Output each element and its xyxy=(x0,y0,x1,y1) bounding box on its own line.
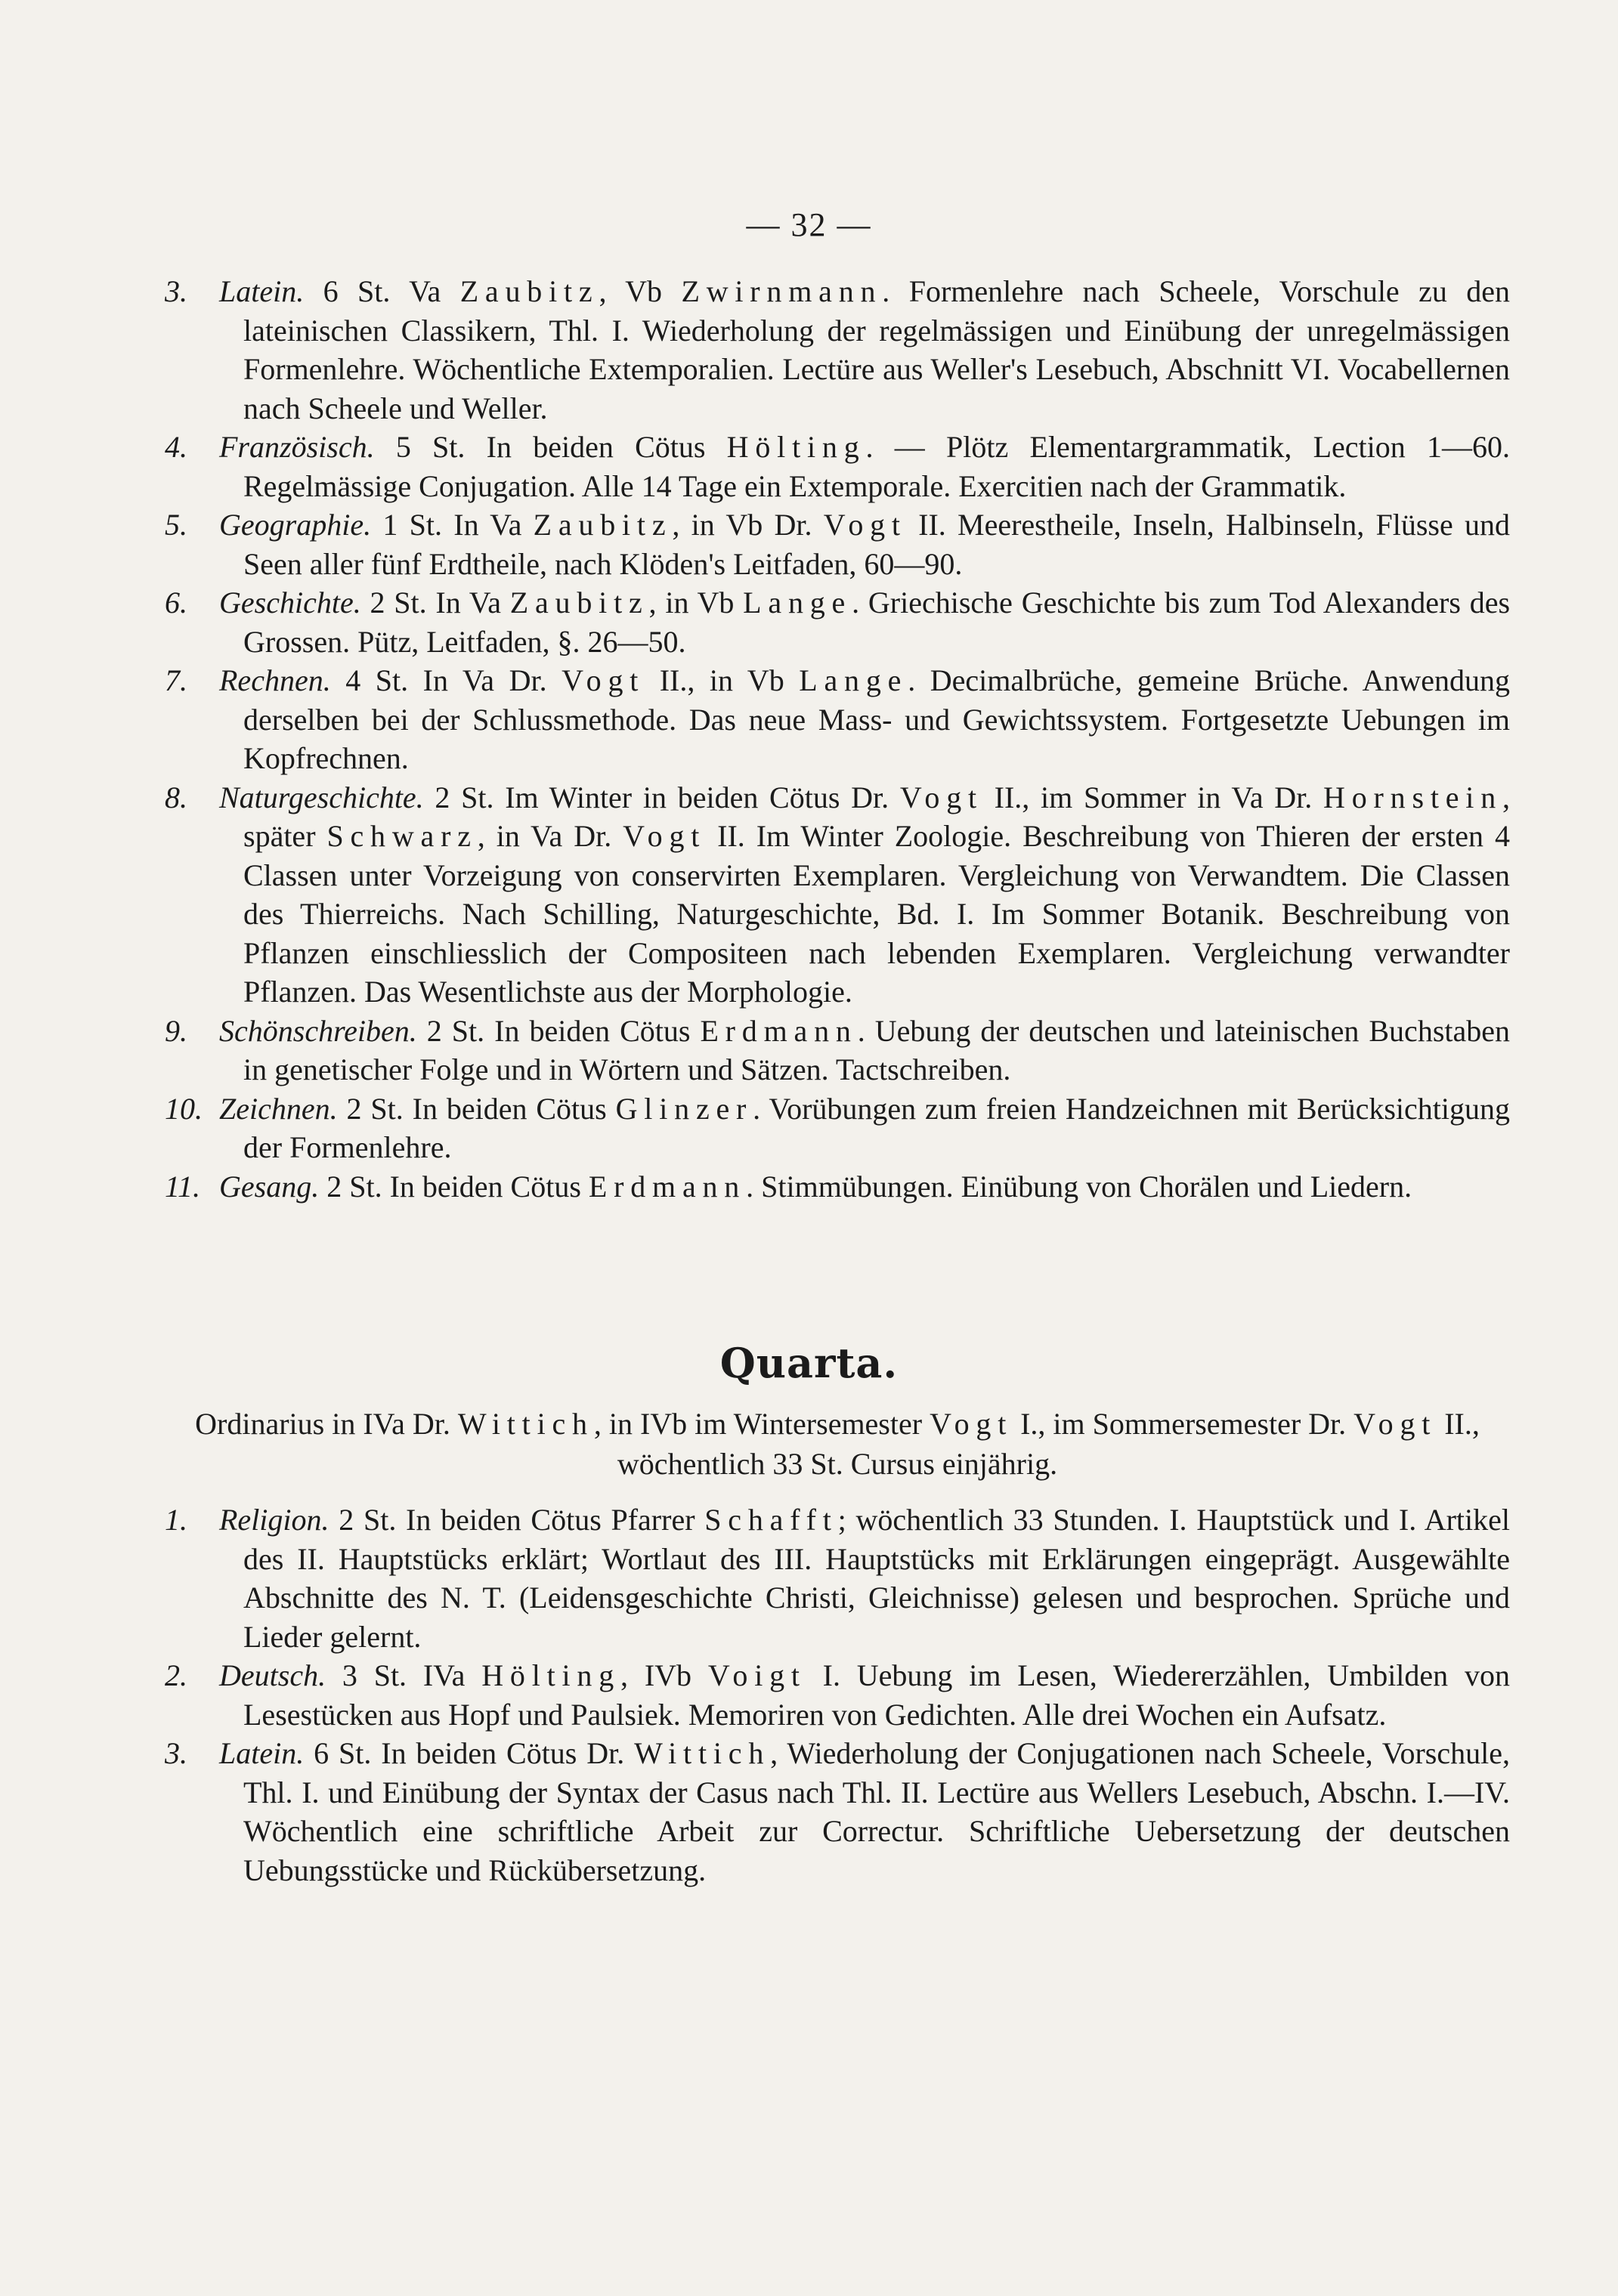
subject-name: Religion. xyxy=(219,1503,329,1537)
entry-text: . Stimmübungen. Einübung von Chorälen und Liedern. xyxy=(746,1169,1412,1204)
subject-entry-latin xyxy=(165,272,1510,428)
entry-text: . Decimalbrüche, gemeine Brüche. Anwendung derselben bei der Schlussmethode. Das neue Mass- und Gewichtssystem. Fortgesetzte Uebungen im Kopfrechnen. xyxy=(243,663,1510,775)
subject-name: Rechnen. xyxy=(219,663,331,697)
subject-name: Naturgeschichte. xyxy=(219,780,424,814)
entry-text: , Wiederholung der Conjugationen nach Scheele, Vorschule, Thl. I. und Einübung der Syntax der Casus nach Thl. II. Lectüre aus Wellers Lesebuch, Abschn. I.—IV. Wöchentlich eine schriftliche Arbeit zur Correctur. Schriftliche Uebersetzung der deutschen Uebungsstücke und Rückübersetzung. xyxy=(243,1736,1510,1887)
teacher-name: Schwarz xyxy=(326,819,478,853)
subject-entry-geography xyxy=(165,505,1510,583)
entry-text: , später xyxy=(243,780,1511,853)
teacher-name: Schafft xyxy=(704,1503,838,1537)
subject-name: Zeichnen. xyxy=(219,1091,338,1126)
teacher-name: Glinzer xyxy=(615,1091,753,1126)
subject-name: Latein. xyxy=(219,274,305,308)
entry-text: . — Plötz Elementargrammatik, Lection 1—60. Regelmässige Conjugation. Alle 14 Tage ein Extemporale. Exercitien nach der Grammatik. xyxy=(243,430,1510,503)
entry-text: Ordinarius in IVa Dr. xyxy=(195,1407,458,1441)
teacher-name: Zaubitz xyxy=(509,586,649,620)
teacher-name: Hornstein xyxy=(1323,780,1503,814)
entry-text: , IVb xyxy=(620,1658,708,1692)
subject-entry-german xyxy=(165,1656,1510,1734)
entry-text: II. Im Winter Zoologie. Beschreibung von Thieren der ersten 4 Classen unter Vorzeigung von conservirten Exemplaren. Vergleichung von Verwandtem. Die Classen des Thierreichs. Nach Schilling, Naturgeschichte, Bd. I. Im Sommer Botanik. Beschreibung von Pflanzen einschliesslich der Compositeen nach lebenden Exemplaren. Vergleichung verwandter Pflanzen. Das Wesentlichste aus der Morphologie. xyxy=(243,819,1510,1009)
entry-text: 6 St. Va xyxy=(304,274,460,308)
teacher-name: Zaubitz xyxy=(533,508,673,542)
entry-number: 11. xyxy=(165,1169,201,1204)
entry-text: 2 St. In beiden Cötus xyxy=(319,1169,589,1204)
subject-entry-latin-quarta xyxy=(165,1734,1510,1890)
entry-text: 2 St. In beiden Cötus xyxy=(416,1013,701,1048)
entry-text: I. Uebung im Lesen, Wiedererzählen, Umbilden von Lesestücken aus Hopf und Paulsiek. Memoriren von Gedichten. Alle drei Wochen ein Aufsatz. xyxy=(243,1658,1510,1732)
subject-entry-singing xyxy=(165,1167,1510,1207)
subject-name: Geschichte. xyxy=(219,586,361,620)
teacher-name: Vogt xyxy=(823,508,907,542)
entry-text: 2 St. In beiden Cötus xyxy=(337,1091,616,1126)
teacher-name: Erdmann xyxy=(700,1013,858,1048)
entry-number: 4. xyxy=(165,430,187,464)
subject-name: Gesang. xyxy=(219,1169,320,1204)
entry-number: 3. xyxy=(165,274,187,308)
teacher-name: Vogt xyxy=(899,780,983,814)
teacher-name: Erdmann xyxy=(588,1169,747,1204)
subject-entry-french xyxy=(165,428,1510,505)
subject-name: Schönschreiben. xyxy=(219,1013,417,1048)
entry-text: II., wöchentlich 33 St. Cursus einjährig. xyxy=(617,1407,1480,1481)
teacher-name: Vogt xyxy=(930,1407,1013,1441)
entry-number: 1. xyxy=(165,1503,187,1537)
teacher-name: Zaubitz xyxy=(459,274,599,308)
teacher-name: Wittich xyxy=(634,1736,771,1770)
subject-entry-religion xyxy=(165,1500,1510,1656)
teacher-name: Wittich xyxy=(457,1407,594,1441)
page-number: — 32 — xyxy=(746,206,872,243)
entry-text: ; wöchentlich 33 Stunden. I. Hauptstück und I. Artikel des II. Hauptstücks erklärt; Wortlaut des III. Hauptstücks mit Erklärungen eingeprägt. Ausgewählte Abschnitte des N. T. (Leidensgeschichte Christi, Gleichnisse) gelesen und besprochen. Sprüche und Lieder gelernt. xyxy=(243,1503,1511,1654)
entry-number: 8. xyxy=(165,780,187,814)
teacher-name: Lange xyxy=(743,586,852,620)
entry-text: 4 St. In Va Dr. xyxy=(330,663,562,697)
entry-text: 2 St. In Va xyxy=(360,586,510,620)
subject-name: Französisch. xyxy=(219,430,375,464)
teacher-name: Voigt xyxy=(707,1658,806,1692)
entry-text: I., im Sommersemester Dr. xyxy=(1013,1407,1354,1441)
entry-number: 6. xyxy=(165,586,187,620)
entry-text: . Griechische Geschichte bis zum Tod Alexanders des Grossen. Pütz, Leitfaden, §. 26—50. xyxy=(243,586,1511,659)
entry-text: . Formenlehre nach Scheele, Vorschule zu den lateinischen Classikern, Thl. I. Wiederholung der regelmässigen und Einübung der unregelmässigen Formenlehre. Wöchentliche Extemporalien. Lectüre aus Weller's Lesebuch, Abschnitt VI. Vocabellernen nach Scheele und Weller. xyxy=(243,274,1511,425)
entry-text: 3 St. IVa xyxy=(326,1658,482,1692)
teacher-name: Vogt xyxy=(562,663,645,697)
subject-entry-drawing xyxy=(165,1089,1510,1167)
entry-text: . Uebung der deutschen und lateinischen Buchstaben in genetischer Folge und in Wörtern und Sätzen. Tactschreiben. xyxy=(243,1013,1510,1086)
teacher-name: Hölting xyxy=(481,1658,621,1692)
entry-number: 10. xyxy=(165,1091,203,1126)
entry-text: , Vb xyxy=(599,274,682,308)
previous-class-subject-list xyxy=(165,272,1510,1206)
entry-text: 1 St. In Va xyxy=(371,508,534,542)
entry-text: 2 St. In beiden Cötus Pfarrer xyxy=(329,1503,705,1537)
entry-text: 6 St. In beiden Cötus Dr. xyxy=(304,1736,635,1770)
entry-number: 3. xyxy=(165,1736,187,1770)
quarta-subject-list xyxy=(165,1500,1510,1890)
subject-entry-natural-history xyxy=(165,778,1510,1012)
entry-number: 5. xyxy=(165,508,187,542)
entry-text: II. Meerestheile, Inseln, Halbinseln, Flüsse und Seen aller fünf Erdtheile, nach Klöden's Leitfaden, 60—90. xyxy=(243,508,1510,581)
subject-name: Geographie. xyxy=(219,508,372,542)
teacher-name: Vogt xyxy=(1353,1407,1437,1441)
ordinarius-line xyxy=(165,1404,1510,1484)
entry-text: , in IVb im Wintersemester xyxy=(593,1407,930,1441)
teacher-name: Vogt xyxy=(623,819,707,853)
subject-entry-history xyxy=(165,583,1510,661)
entry-text: II., im Sommer in Va Dr. xyxy=(982,780,1324,814)
teacher-name: Hölting xyxy=(726,430,866,464)
entry-text: , in Va Dr. xyxy=(477,819,623,853)
subject-name: Latein. xyxy=(219,1736,305,1770)
entry-text: . Vorübungen zum freien Handzeichnen mit Berücksichtigung der Formenlehre. xyxy=(243,1091,1510,1164)
subject-entry-arithmetic xyxy=(165,661,1510,778)
entry-text: , in Vb xyxy=(648,586,744,620)
entry-text: II., in Vb xyxy=(645,663,800,697)
entry-text: 5 St. In beiden Cötus xyxy=(374,430,727,464)
teacher-name: Lange xyxy=(799,663,908,697)
teacher-name: Zwirnmann xyxy=(681,274,883,308)
subject-entry-penmanship xyxy=(165,1012,1510,1089)
entry-number: 2. xyxy=(165,1658,187,1692)
subject-name: Deutsch. xyxy=(219,1658,326,1692)
entry-text: , in Vb Dr. xyxy=(672,508,824,542)
entry-number: 7. xyxy=(165,663,187,697)
entry-number: 9. xyxy=(165,1013,187,1048)
section-heading-quarta: Quarta. xyxy=(719,1339,899,1387)
entry-text: 2 St. Im Winter in beiden Cötus Dr. xyxy=(423,780,900,814)
